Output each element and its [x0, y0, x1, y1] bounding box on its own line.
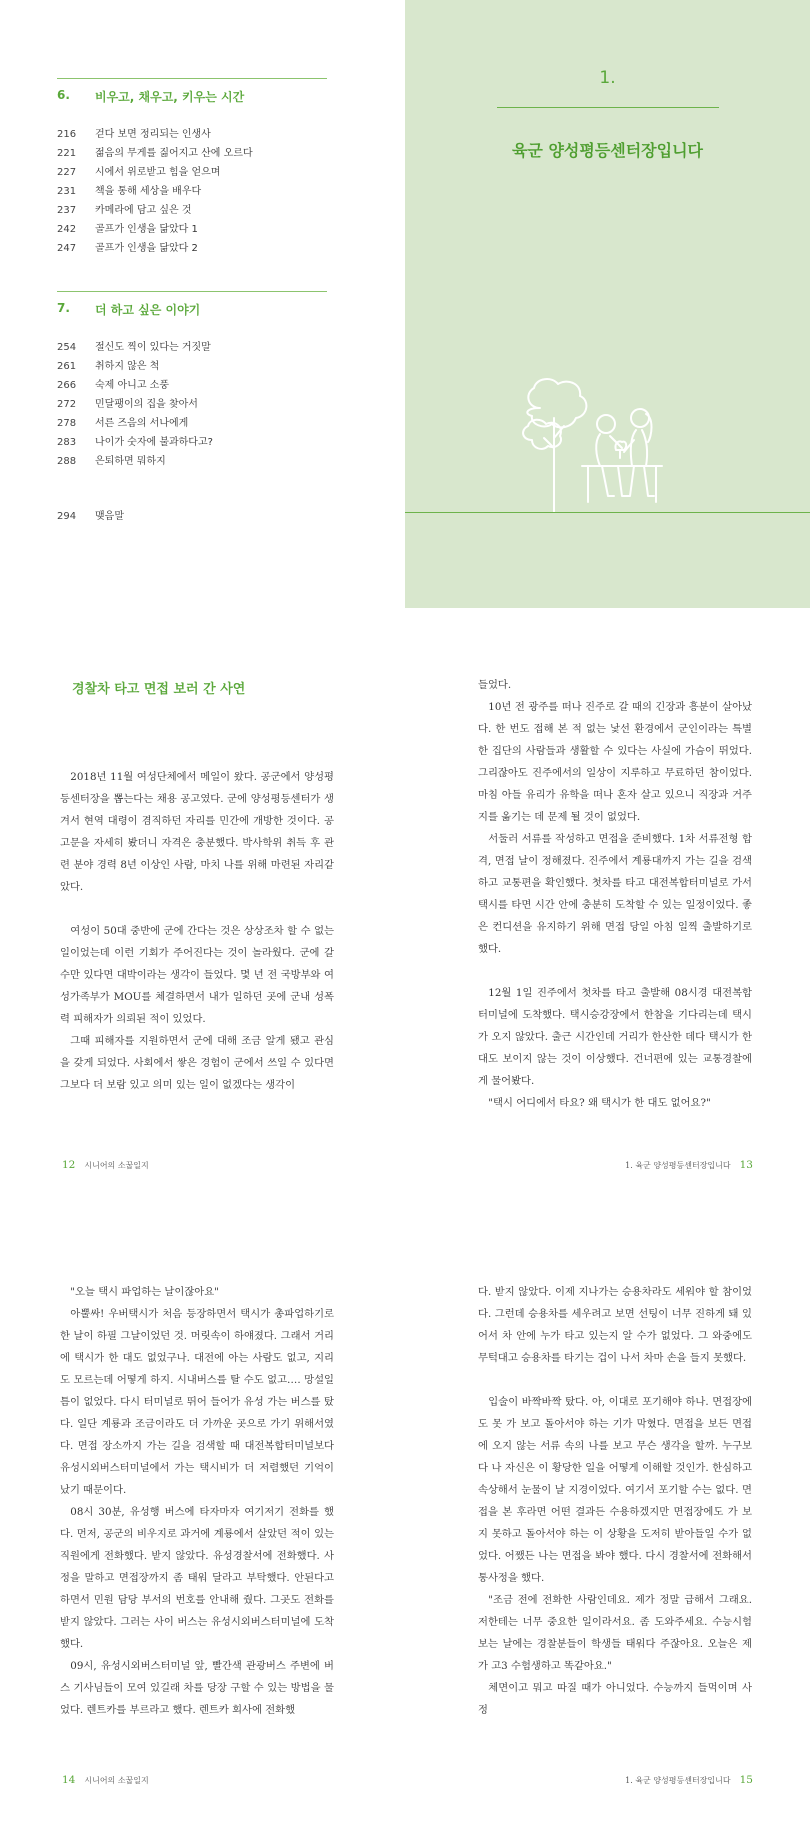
toc-item-title: 절신도 찍이 있다는 거짓말 [95, 342, 211, 353]
folio [62, 1159, 149, 1171]
paragraph: 2018년 11월 여성단체에서 메일이 왔다. 공군에서 양성평등센터장을 뽑는다는 채용 공고였다. 군에 양성평등센터가 생겨서 현역 대령이 겸직하던 자리를 민간에 개방한 것이다. 공고문을 자세히 봤더니 자격은 충분했다. 박사학위 취득 후 관련 분야 경력 8년 이상인 사람, 마치 나를 위해 마련된 자리같았다. [60, 771, 334, 893]
spread-pages-12-13 [0, 608, 810, 1208]
running-title: 1. 육군 양성평등센터장입니다 [625, 1776, 731, 1785]
toc-item-page: 242 [57, 224, 77, 235]
paragraph: 그때 피해자를 지원하면서 군에 대해 조금 알게 됐고 관심을 갖게 되었다. 사회에서 쌓은 경험이 군에서 쓰일 수 있다면 그보다 더 보람 있고 의미 있는 일이 없겠다는 생각이 [60, 1035, 334, 1091]
toc-item[interactable] [57, 163, 327, 182]
toc-item[interactable] [57, 376, 327, 395]
toc-item-page: 266 [57, 380, 77, 391]
toc-item-title: 젊음의 무게를 짊어지고 산에 오르다 [95, 148, 253, 159]
chapter-divider [497, 107, 719, 108]
toc-item-title: 민달팽이의 집을 찾아서 [95, 399, 198, 410]
running-title: 시니어의 소꿉일지 [84, 1161, 149, 1170]
toc-epilogue [57, 507, 327, 526]
toc-item[interactable] [57, 220, 327, 239]
page-14 [0, 1208, 405, 1822]
body-text [60, 766, 334, 1096]
toc-divider [57, 291, 327, 292]
toc-item[interactable] [57, 144, 327, 163]
toc-section-heading [57, 301, 327, 318]
toc-item-page: 227 [57, 167, 77, 178]
toc-section-6 [57, 78, 327, 258]
page-number: 13 [739, 1159, 753, 1171]
toc-item-title: 숙제 아니고 소풍 [95, 380, 169, 391]
page-number: 15 [739, 1774, 753, 1786]
toc-section-number: 7. [57, 301, 70, 315]
toc-item-title: 골프가 인생을 닮았다 1 [95, 224, 198, 235]
toc-item[interactable] [57, 338, 327, 357]
toc-section-title: 더 하고 싶은 이야기 [95, 303, 201, 317]
paragraph: 체면이고 뭐고 따질 때가 아니었다. 수능까지 들먹이며 사정 [478, 1682, 752, 1716]
park-bench-illustration [518, 378, 698, 512]
toc-item[interactable] [57, 507, 327, 526]
spread-pages-14-15 [0, 1208, 810, 1822]
paragraph: 들었다. [478, 679, 512, 691]
toc-item-title: 책을 통해 세상을 배우다 [95, 186, 202, 197]
toc-list [57, 338, 327, 471]
paragraph: 서둘러 서류를 작성하고 면접을 준비했다. 1차 서류전형 합격, 면접 날이 정해졌다. 진주에서 계룡대까지 가는 길을 검색하고 교통편을 확인했다. 첫차를 타고 대전복합터미널로 가서 택시를 타면 시간 안에 충분히 도착할 수 있는 일정이었다. 좋은 컨디션을 유지하기 위해 면접 당일 아침 일찍 출발하기로 했다. [478, 833, 752, 955]
toc-item-page: 288 [57, 456, 77, 467]
paragraph: 08시 30분, 유성행 버스에 타자마자 여기저기 전화를 했다. 먼저, 공군의 비우지로 과거에 계룡에서 살았던 적이 있는 직원에게 전화했다. 받지 않았다. 유성경찰서에 전화했다. 사정을 말하고 면접장까지 좀 태워 달라고 부탁했다. 안된다고 하면서 민원 담당 부서의 번호를 안내해 줬다. 그곳도 전화를 받지 않았다. 그러는 사이 버스는 유성시외버스터미널에 도착했다. [60, 1506, 334, 1650]
toc-item[interactable] [57, 357, 327, 376]
page-number: 12 [62, 1159, 76, 1171]
toc-section-title: 비우고, 채우고, 키우는 시간 [95, 90, 245, 104]
toc-item[interactable] [57, 395, 327, 414]
page-12 [0, 608, 405, 1208]
paragraph-gap [478, 1369, 752, 1391]
toc-item-title: 카메라에 담고 싶은 것 [95, 205, 192, 216]
toc-item-title: 시에서 위로받고 힘을 얻으며 [95, 167, 221, 178]
chapter-ground-line [405, 512, 810, 513]
section-title: 경찰차 타고 면접 보러 간 사연 [72, 682, 246, 697]
toc-section-heading [57, 88, 327, 105]
running-title: 시니어의 소꿉일지 [84, 1776, 149, 1785]
folio [62, 1774, 149, 1786]
toc-item-title: 맺음말 [95, 511, 124, 522]
toc-item[interactable] [57, 182, 327, 201]
paragraph: 09시, 유성시외버스터미널 앞, 빨간색 관광버스 주변에 버스 기사님들이 모여 있길래 차를 당장 구할 수 있는 방법을 물었다. 렌트카를 부르라고 했다. 렌트카 회사에 전화했 [60, 1660, 334, 1716]
chapter-number: 1. [599, 68, 616, 88]
paragraph: "오늘 택시 파업하는 날이잖아요" [70, 1286, 219, 1298]
toc-item-page: 294 [57, 511, 77, 522]
toc-item-title: 은퇴하면 뭐하지 [95, 456, 166, 467]
toc-section-number: 6. [57, 88, 70, 102]
folio [625, 1774, 753, 1786]
paragraph: 10년 전 광주를 떠나 진주로 갈 때의 긴장과 흥분이 살아났다. 한 번도 접해 본 적 없는 낯선 환경에서 군인이라는 특별한 집단의 사람들과 생활할 수 있다는 사실에 가슴이 뛰었다. 그리잖아도 진주에서의 일상이 지루하고 무료하던 참이었다. 마침 아들 유리가 유학을 떠나 혼자 살고 있으니 직장과 거주지를 옮기는 데 문제 될 것이 없었다. [478, 701, 752, 823]
toc-item-page: 283 [57, 437, 77, 448]
body-text [478, 1281, 752, 1721]
toc-item-page: 221 [57, 148, 77, 159]
page-13 [405, 608, 810, 1208]
toc-item-title: 골프가 인생을 닮았다 2 [95, 243, 198, 254]
paragraph-gap [478, 960, 752, 982]
toc-item-title: 나이가 숫자에 불과하다고? [95, 437, 213, 448]
paragraph: 다. 받지 않았다. 이제 지나가는 승용차라도 세워야 할 참이었다. 그런데 승용차를 세우려고 보면 선팅이 너무 진하게 돼 있어서 차 안에 누가 타고 있는지 알 수가 없었다. 그 와중에도 무턱대고 승용차를 타기는 겁이 나서 차마 손을 들지 못했다. [478, 1286, 752, 1364]
toc-item-title: 서른 즈음의 서나에게 [95, 418, 189, 429]
toc-item-page: 278 [57, 418, 77, 429]
toc-item-page: 261 [57, 361, 77, 372]
paragraph: 입술이 바짝바짝 탔다. 아, 이대로 포기해야 하나. 면접장에도 못 가 보고 돌아서야 하는 기가 막혔다. 면접을 보든 면접에 오지 않는 서류 속의 나를 보고 무슨 생각을 할까. 누구보다 나 자신은 이 황당한 일을 어떻게 이해할 것인가. 한심하고 속상해서 눈물이 날 지경이었다. 여기서 포기할 수는 없다. 면접을 본 후라면 어떤 결과든 수용하겠지만 면접장에도 가 보지 못하고 돌아서야 하는 이 상황을 도저히 받아들일 수가 없었다. 어쨌든 나는 면접을 봐야 했다. 다시 경찰서에 전화해서 통사정을 했다. [478, 1396, 752, 1584]
toc-divider [57, 78, 327, 79]
paragraph: 아뿔싸! 우버택시가 처음 등장하면서 택시가 총파업하기로 한 날이 하필 그날이었던 것. 머릿속이 하얘졌다. 그래서 거리에 택시가 한 대도 없었구나. 대전에 아는 사람도 없고, 지리도 모르는데 어떻게 하지. 시내버스를 탈 수도 없고…. 망설일 틈이 없었다. 다시 터미널로 뛰어 들어가 유성 가는 버스를 탔다. 일단 계룡과 조금이라도 더 가까운 곳으로 가기 위해서였다. 면접 장소까지 가는 길을 검색할 때 대전복합터미널보다 유성시외버스터미널에서 가는 택시비가 더 저렴했던 기억이 났기 때문이다. [60, 1308, 334, 1496]
toc-spread [0, 0, 810, 608]
toc-page [0, 0, 405, 608]
toc-item-page: 231 [57, 186, 77, 197]
toc-item[interactable] [57, 125, 327, 144]
toc-item[interactable] [57, 433, 327, 452]
paragraph-gap [60, 898, 334, 920]
running-title: 1. 육군 양성평등센터장입니다 [625, 1161, 731, 1170]
toc-item-page: 254 [57, 342, 77, 353]
toc-section-7 [57, 291, 327, 471]
toc-item-page: 216 [57, 129, 77, 140]
toc-item-page: 247 [57, 243, 77, 254]
toc-item[interactable] [57, 414, 327, 433]
chapter-opener [405, 0, 810, 608]
page-number: 14 [62, 1774, 76, 1786]
paragraph: "택시 어디에서 타요? 왜 택시가 한 대도 없어요?" [488, 1097, 711, 1109]
toc-item-title: 걷다 보면 정리되는 인생사 [95, 129, 211, 140]
paragraph: "조금 전에 전화한 사람인데요. 제가 정말 급해서 그래요. 저한테는 너무 중요한 일이라서요. 좀 도와주세요. 수능시험 보는 날에는 경찰분들이 학생들 태워다 주잖아요. 오늘은 제가 고3 수험생하고 똑같아요." [478, 1594, 752, 1672]
body-text [478, 674, 752, 1114]
page-15 [405, 1208, 810, 1822]
toc-item[interactable] [57, 239, 327, 258]
paragraph: 여성이 50대 중반에 군에 간다는 것은 상상조차 할 수 없는 일이었는데 이런 기회가 주어진다는 것이 놀라웠다. 군에 갈 수만 있다면 대박이라는 생각이 들었다. 몇 년 전 국방부와 여성가족부가 MOU를 체결하면서 내가 일하던 곳에 군내 성폭력 피해자가 의뢰된 적이 있었다. [60, 925, 334, 1025]
toc-item-page: 237 [57, 205, 77, 216]
paragraph: 12월 1일 진주에서 첫차를 타고 출발해 08시경 대전복합터미널에 도착했다. 택시승강장에서 한참을 기다리는데 택시가 오지 않았다. 출근 시간인데 거리가 한산한 데다 택시가 한 대도 보이지 않는 것이 이상했다. 건너편에 있는 교통경찰에게 물어봤다. [478, 987, 752, 1087]
chapter-title: 육군 양성평등센터장입니다 [511, 141, 704, 160]
toc-item-page: 272 [57, 399, 77, 410]
folio [625, 1159, 753, 1171]
toc-list [57, 125, 327, 258]
toc-item[interactable] [57, 452, 327, 471]
toc-item-title: 취하지 않은 척 [95, 361, 160, 372]
body-text [60, 1281, 334, 1721]
toc-item[interactable] [57, 201, 327, 220]
